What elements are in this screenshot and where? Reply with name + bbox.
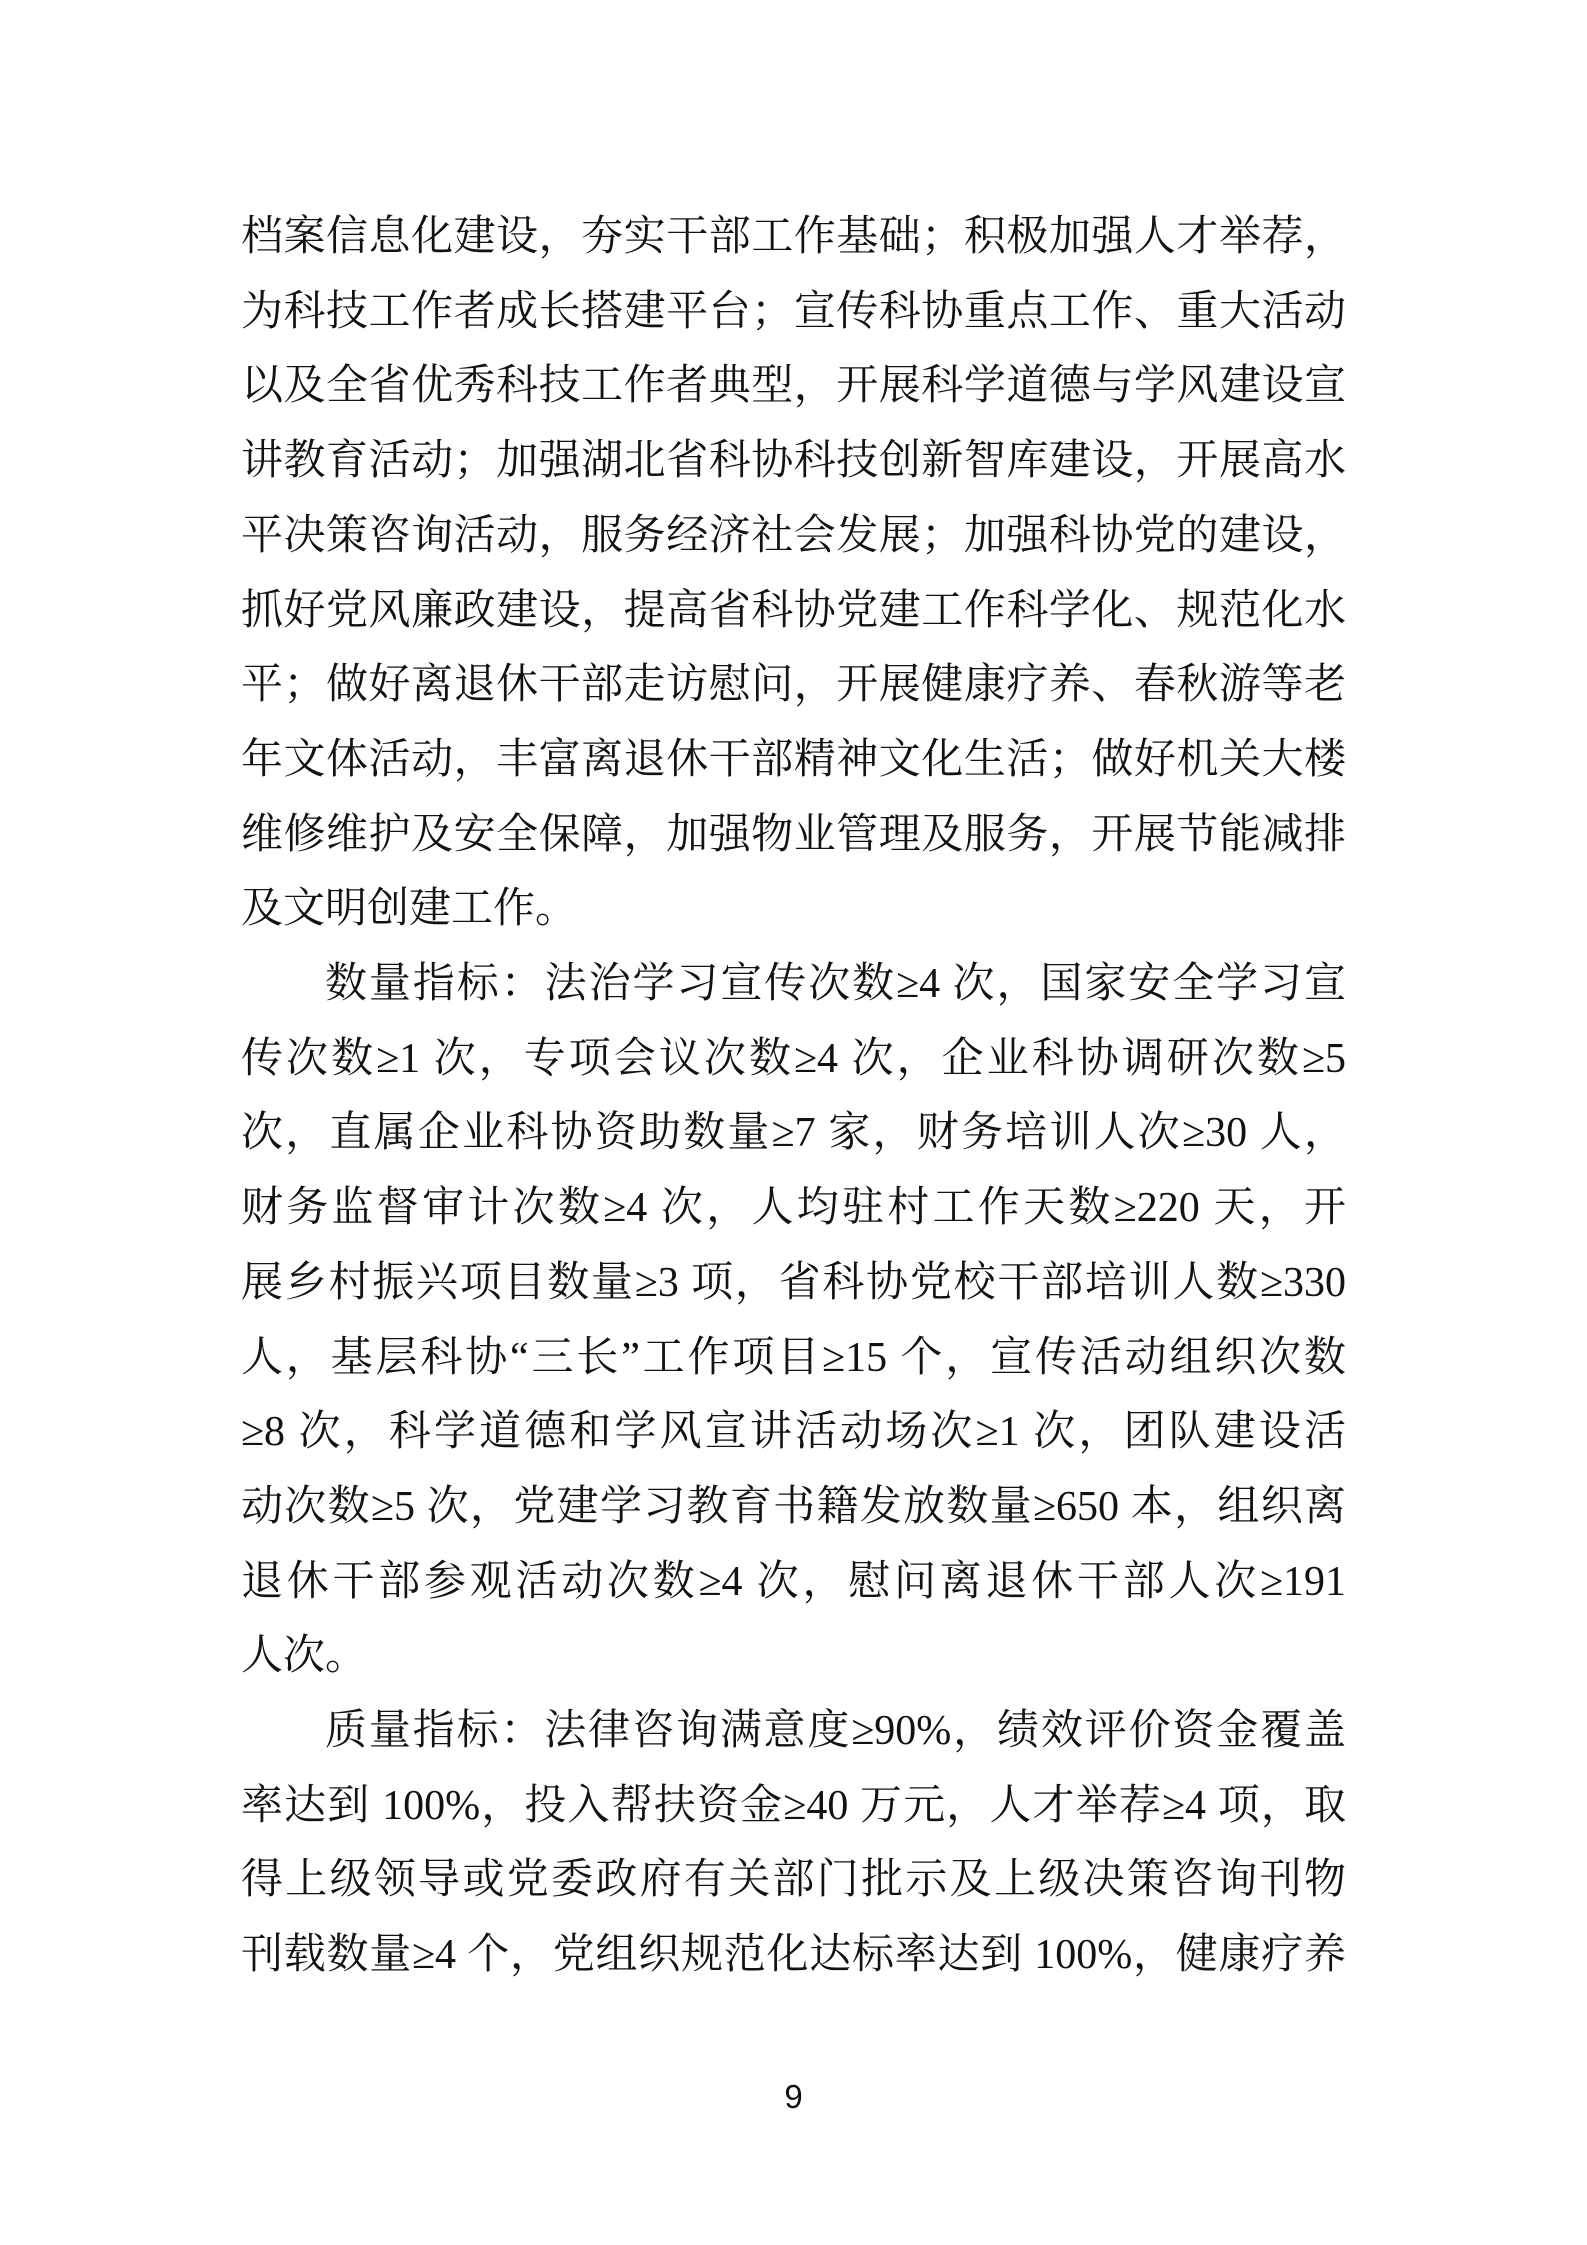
text-line: 刊载数量≥4 个，党组织规范化达标率达到 100%，健康疗养 (241, 1932, 1346, 1979)
paragraph (241, 947, 1346, 1694)
text-line: ≥8 次，科学道德和学风宣讲活动场次≥1 次，团队建设活 (241, 1409, 1346, 1456)
text-line: 人次。 (241, 1633, 368, 1680)
text-line: 档案信息化建设，夯实干部工作基础；积极加强人才举荐， (241, 214, 1346, 260)
text-line: 平决策咨询活动，服务经济社会发展；加强科协党的建设， (241, 512, 1346, 559)
text-line: 及文明创建工作。 (241, 886, 578, 933)
text-line: 为科技工作者成长搭建平台；宣传科协重点工作、重大活动 (241, 288, 1346, 335)
paragraph (241, 200, 1346, 947)
text-line: 维修维护及安全保障，加强物业管理及服务，开展节能减排 (241, 811, 1346, 858)
text-line: 讲教育活动；加强湖北省科协科技创新智库建设，开展高水 (241, 438, 1346, 485)
text-line: 以及全省优秀科技工作者典型，开展科学道德与学风建设宣 (241, 363, 1346, 410)
text-line: 平；做好离退休干部走访慰问，开展健康疗养、春秋游等老 (241, 662, 1346, 709)
text-line: 财务监督审计次数≥4 次，人均驻村工作天数≥220 天，开 (241, 1185, 1346, 1232)
text-line: 得上级领导或党委政府有关部门批示及上级决策咨询刊物 (241, 1857, 1346, 1904)
text-line: 动次数≥5 次，党建学习教育书籍发放数量≥650 本，组织离 (241, 1483, 1346, 1530)
text-line: 率达到 100%，投入帮扶资金≥40 万元，人才举荐≥4 项，取 (241, 1782, 1346, 1829)
text-line: 年文体活动，丰富离退休干部精神文化生活；做好机关大楼 (241, 736, 1346, 783)
text-line: 数量指标：法治学习宣传次数≥4 次，国家安全学习宣 (325, 961, 1346, 1008)
document-body (241, 200, 1346, 1993)
page-number: 9 (784, 2078, 803, 2115)
text-line: 抓好党风廉政建设，提高省科协党建工作科学化、规范化水 (241, 587, 1346, 634)
paragraph (241, 1694, 1346, 1993)
text-line: 人，基层科协“三长”工作项目≥15 个，宣传活动组织次数 (241, 1334, 1346, 1381)
text-line: 质量指标：法律咨询满意度≥90%，绩效评价资金覆盖 (325, 1708, 1346, 1755)
text-line: 展乡村振兴项目数量≥3 项，省科协党校干部培训人数≥330 (241, 1259, 1346, 1306)
text-line: 退休干部参观活动次数≥4 次，慰问离退休干部人次≥191 (241, 1558, 1346, 1605)
text-line: 次，直属企业科协资助数量≥7 家，财务培训人次≥30 人， (241, 1110, 1346, 1157)
text-line: 传次数≥1 次，专项会议次数≥4 次，企业科协调研次数≥5 (241, 1035, 1346, 1082)
